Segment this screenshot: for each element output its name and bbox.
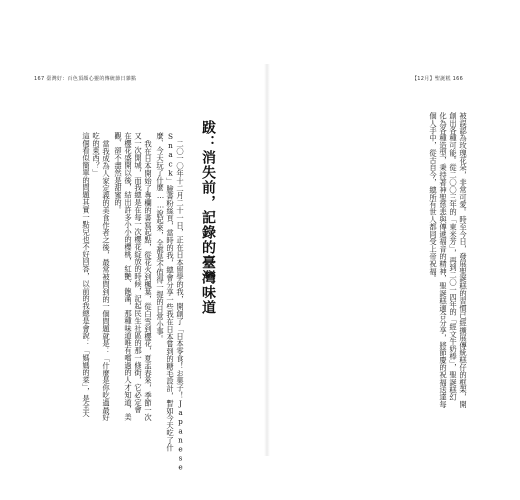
left-page-paragraph: 當我成為人家定義的美食作者之後，最常被問到的一個問題就是：「什麼是你吃過最好 xyxy=(102,140,111,422)
left-page-paragraph: 這個看似簡單的問題其實一點兒也不好回答，以前的我總是會說：「媽媽的菜」，是全天 xyxy=(82,132,91,417)
left-page-paragraph: 麼、今天玩了什麼……說起來，全都是不值得一提的日常小事。 xyxy=(156,132,165,343)
left-page-header: 167 臺灣好：百色頂顏心靈的傳統節日雜點 xyxy=(34,76,137,82)
book-gutter xyxy=(264,64,270,456)
left-page-paragraph: 二〇一〇年十二月二十一日，正在日本留學的我，開創了「日本零食！お菓子！Japanese xyxy=(176,140,185,472)
left-page-paragraph: 觀、卻不盡然是甜蜜的。 xyxy=(114,132,123,214)
left-page-paragraph: 在櫻花盛開以後，結出許多小小的櫻桃，紅艷、飽滿，那種味道唯有嚐過的人才知道，美 xyxy=(124,132,133,421)
left-page-paragraph: 我在日本開始了專欄的書寫起點，從花火到楓葉，從白雪到櫻花，夏盂春來，季節一次 xyxy=(144,140,153,422)
left-page-paragraph: 吃的東西？」 xyxy=(92,132,101,177)
right-page-paragraph: 創出各種可能。從二〇〇三年的「東米芳」，再到二〇一四年的「經文牛奶棒」，聖誕糕幻 xyxy=(449,112,458,401)
left-page-paragraph: Snack」臉書粉絲頁，當時的我，總會分享一些我在日本嘗到的糖毛設計，暫如今天吃了什 xyxy=(166,132,175,452)
left-page-paragraph: 又一次開城，而我總是在每一次櫻花綻放的時候，記起民生社區的那一條街，它必定會 xyxy=(134,132,143,414)
right-page-paragraph: 化為各種造型，秉持著神聖慈悲與傳遞福音的精神，聖誕糕適合分享，將節慶的祝福送達每 xyxy=(439,112,448,408)
chapter-title: 跋：消失前，記錄的臺灣味道 xyxy=(200,120,216,315)
right-page-header: 【12月】聖誕糕 166 xyxy=(412,76,464,82)
right-page-paragraph: 被誤認為玫瑰花朵，非常可愛。時至今日，發展聖誕糕的習慣已經擴展傳統糕仔的框架，開 xyxy=(459,112,468,408)
right-page-paragraph: 個人手中，從古自今，總所有世人都同受上帝祝福。 xyxy=(429,112,438,283)
